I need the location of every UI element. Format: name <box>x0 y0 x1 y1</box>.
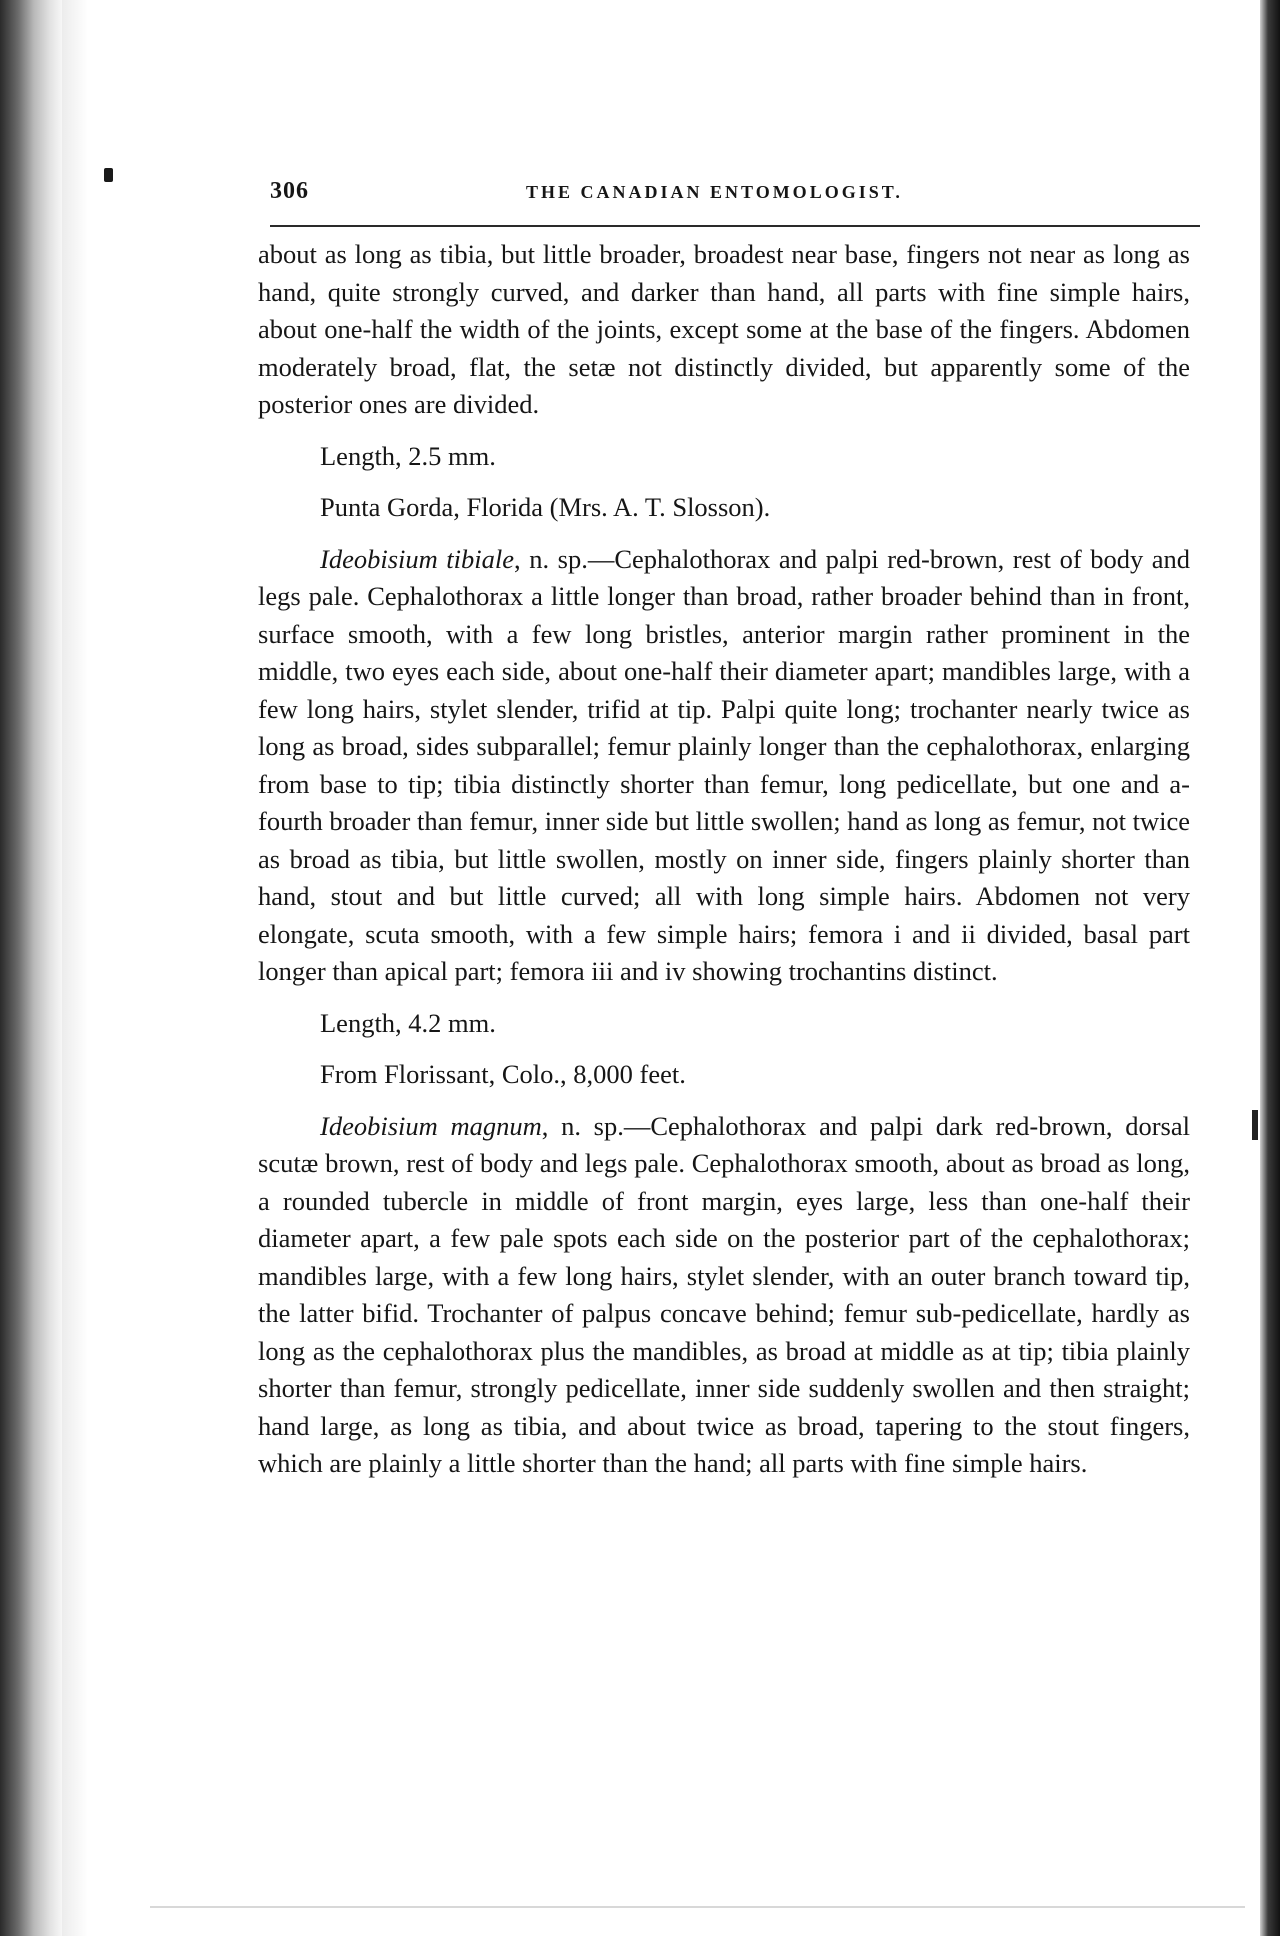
paragraph-length <box>258 1005 1190 1043</box>
paragraph-text: about as long as tibia, but little broader, broadest near base, fingers not near as long as hand, quite strongly curved, and darker than hand, all parts with fine simple hairs, about one-half the width of the joints, except some at the base of the fingers. Abdomen moderately broad, flat, the setæ not distinctly divided, but apparently some of the posterior ones are divided. <box>258 239 1190 419</box>
right-edge-nick <box>1252 1110 1258 1140</box>
paragraph-text: Punta Gorda, Florida (Mrs. A. T. Slosson). <box>320 492 771 522</box>
paragraph-length <box>258 438 1190 476</box>
body-text <box>258 236 1190 1497</box>
paragraph-text: , n. sp.—Cephalothorax and palpi red-brown, rest of body and legs pale. Cephalothorax a little longer than broad, rather broader behind than in front, surface smooth, with a few long bristles, anterior margin rather prominent in the middle, two eyes each side, about one-half their diameter apart; mandibles large, with a few long hairs, stylet slender, trifid at tip. Palpi quite long; trochanter nearly twice as long as broad, sides subparallel; femur plainly longer than the cephalothorax, enlarging from base to tip; tibia distinctly shorter than femur, long pedicellate, but one and a-fourth broader than femur, inner side but little swollen; hand as long as femur, not twice as broad as tibia, but little swollen, mostly on inner side, fingers plainly shorter than hand, stout and but little curved; all with long simple hairs. Abdomen not very elongate, scuta smooth, with a few simple hairs; femora i and ii divided, basal part longer than apical part; femora iii and iv showing trochantins distinct. <box>258 543 1190 986</box>
paragraph-text: Length, 4.2 mm. <box>320 1007 496 1038</box>
paragraph-text: From Florissant, Colo., 8,000 feet. <box>320 1059 686 1089</box>
paragraph-locality <box>258 489 1190 527</box>
page-number: 306 <box>270 178 309 204</box>
running-title: THE CANADIAN ENTOMOLOGIST. <box>526 182 903 202</box>
right-page-edge <box>1260 0 1280 1936</box>
species-name: Ideobisium tibiale <box>320 543 515 574</box>
paragraph-species-description <box>258 1108 1190 1483</box>
header-rule <box>270 225 1200 227</box>
paragraph-species-description <box>258 541 1190 991</box>
paragraph-text: Length, 2.5 mm. <box>320 440 496 471</box>
species-name: Ideobisium magnum <box>320 1110 542 1141</box>
binding-mark <box>104 168 113 182</box>
binding-edge <box>0 0 62 1936</box>
paragraph-continuation <box>258 236 1190 424</box>
bottom-page-line <box>150 1906 1245 1908</box>
page-header <box>270 178 1200 208</box>
paragraph-locality <box>258 1056 1190 1094</box>
binding-shadow <box>62 0 88 1936</box>
paragraph-text: , n. sp.—Cephalothorax and palpi dark red-brown, dorsal scutæ brown, rest of body and legs pale. Cephalothorax smooth, about as broad as long, a rounded tubercle in middle of front margin, eyes large, less than one-half their diameter apart, a few pale spots each side on the posterior part of the cephalothorax; mandibles large, with a few long hairs, stylet slender, with an outer branch toward tip, the latter bifid. Trochanter of palpus concave behind; femur sub-pedicellate, hardly as long as the cephalothorax plus the mandibles, as broad at middle as at tip; tibia plainly shorter than femur, strongly pedicellate, inner side suddenly swollen and then straight; hand large, as long as tibia, and about twice as broad, tapering to the stout fingers, which are plainly a little shorter than the hand; all parts with fine simple hairs. <box>258 1110 1190 1478</box>
